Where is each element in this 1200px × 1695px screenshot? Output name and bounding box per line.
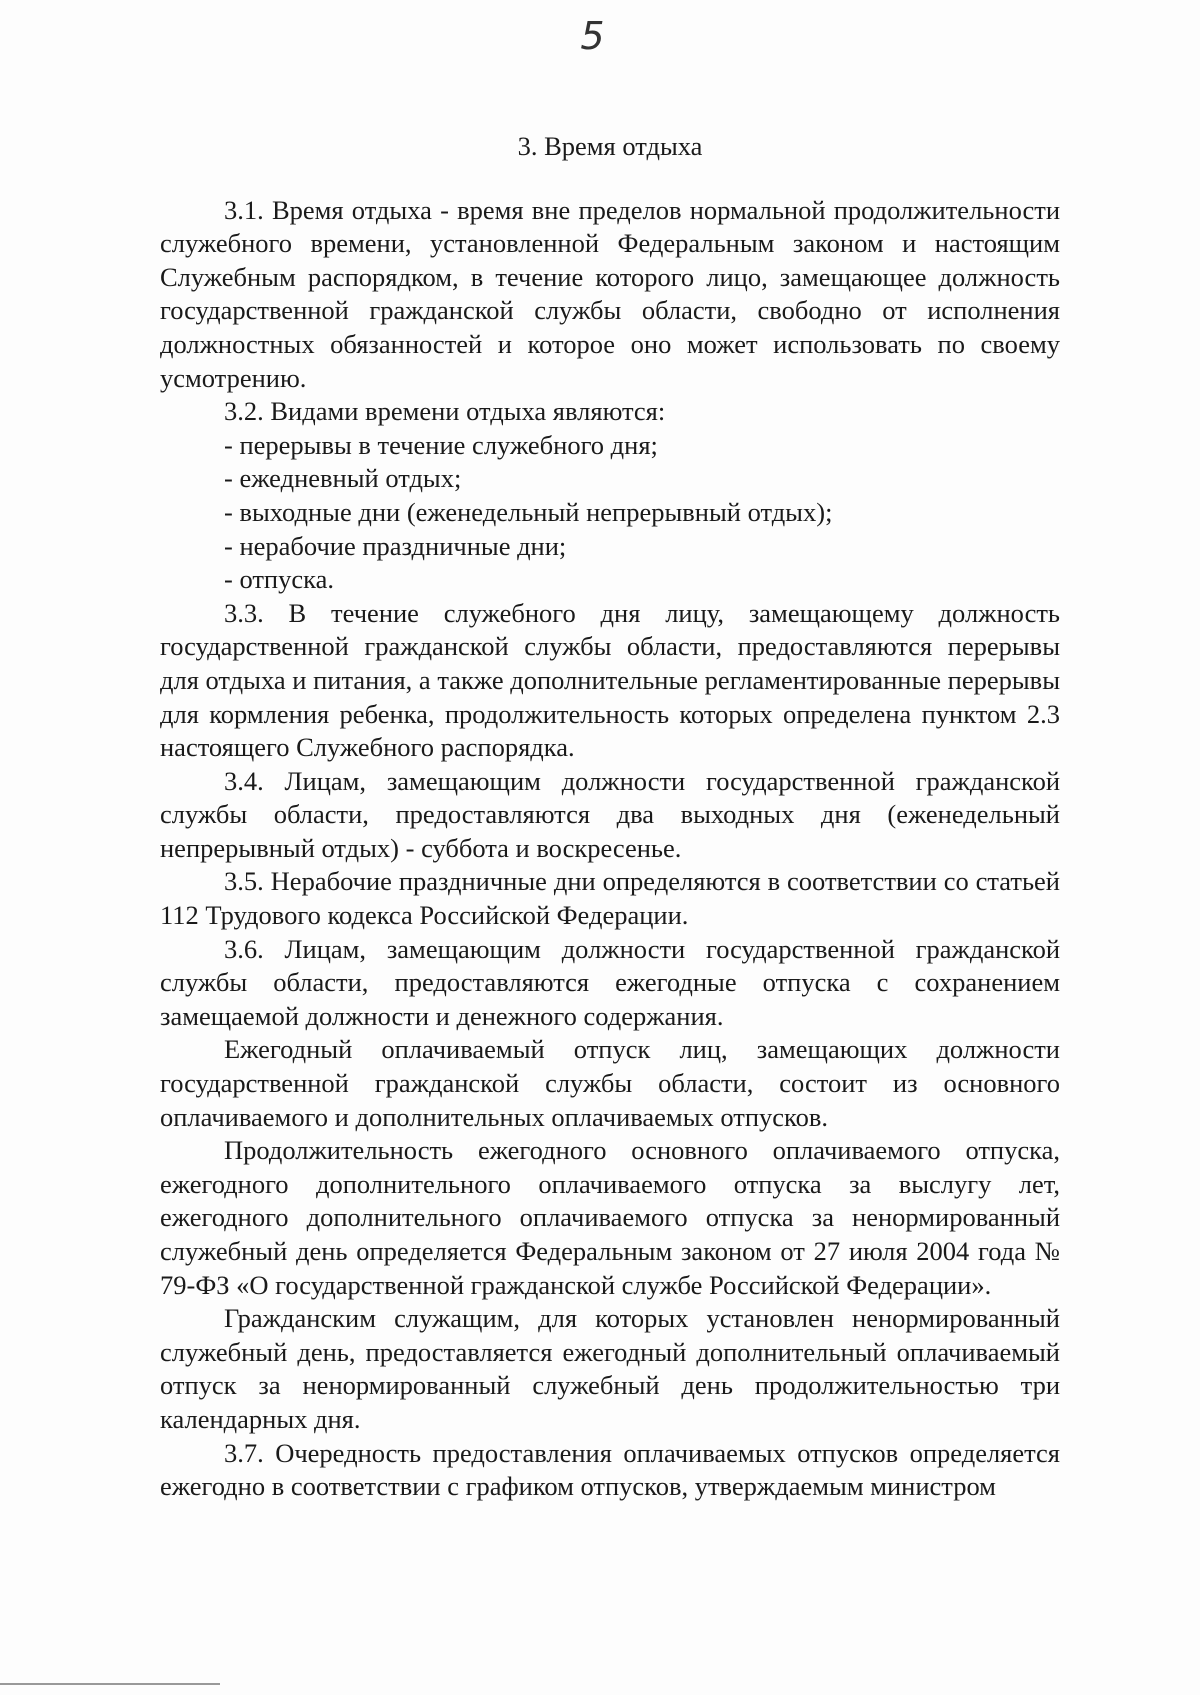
document-body xyxy=(160,130,1060,1504)
paragraph: 3.2. Видами времени отдыха являются: xyxy=(224,396,666,427)
paragraph: Гражданским служащим, для которых установлен ненормированный служебный день, предоставляется ежегодный дополнительный оплачиваемый отпуск за ненормированный служебный день продолжительностью три календарных дня. xyxy=(160,1303,1060,1434)
paragraph: 3.1. Время отдыха - время вне пределов нормальной продолжительности служебного времени, установленной Федеральным законом и настоящим Служебным распорядком, в течение которого лицо, замещающее должность государственной гражданской службы области, свободно от исполнения должностных обязанностей и которое оно может использовать по своему усмотрению. xyxy=(160,194,1060,393)
section-content xyxy=(160,194,1060,1504)
list-item: - отпуска. xyxy=(224,564,334,595)
paragraph: 3.5. Нерабочие праздничные дни определяются в соответствии со статьей 112 Трудового кодекса Российской Федерации. xyxy=(160,866,1060,931)
page-number: 5 xyxy=(580,14,605,58)
section-heading: 3. Время отдыха xyxy=(517,131,703,161)
paragraph: 3.3. В течение служебного дня лицу, замещающему должность государственной гражданской службы области, предоставляются перерывы для отдыха и питания, а также дополнительные регламентированные перерывы для кормления ребенка, продолжительность которых определена пунктом 2.3 настоящего Служебного распорядка. xyxy=(160,597,1060,763)
paragraph: Ежегодный оплачиваемый отпуск лиц, замещающих должности государственной гражданской службы области, состоит из основного оплачиваемого и дополнительных оплачиваемых отпусков. xyxy=(160,1034,1060,1132)
paragraph: 3.6. Лицам, замещающим должности государственной гражданской службы области, предоставляются ежегодные отпуска с сохранением замещаемой должности и денежного содержания. xyxy=(160,933,1060,1031)
paragraph: Продолжительность ежегодного основного оплачиваемого отпуска, ежегодного дополнительного оплачиваемого отпуска за выслугу лет, ежегодного дополнительного оплачиваемого отпуска за ненормированный служебный день определяется Федеральным законом от 27 июля 2004 года № 79-ФЗ «О государственной гражданской службе Российской Федерации». xyxy=(160,1135,1060,1300)
paragraph: 3.4. Лицам, замещающим должности государственной гражданской службы области, предоставляются два выходных дня (еженедельный непрерывный отдых) - суббота и воскресенье. xyxy=(160,765,1060,863)
paragraph: 3.7. Очередность предоставления оплачиваемых отпусков определяется ежегодно в соответствии с графиком отпусков, утверждаемым министром xyxy=(160,1437,1060,1502)
list-item: - ежедневный отдых; xyxy=(224,463,462,494)
list-item: - перерывы в течение служебного дня; xyxy=(224,429,658,460)
footer-rule xyxy=(0,1683,220,1685)
list-item: - выходные дни (еженедельный непрерывный отдых); xyxy=(224,496,833,527)
list-item: - нерабочие праздничные дни; xyxy=(224,530,567,561)
